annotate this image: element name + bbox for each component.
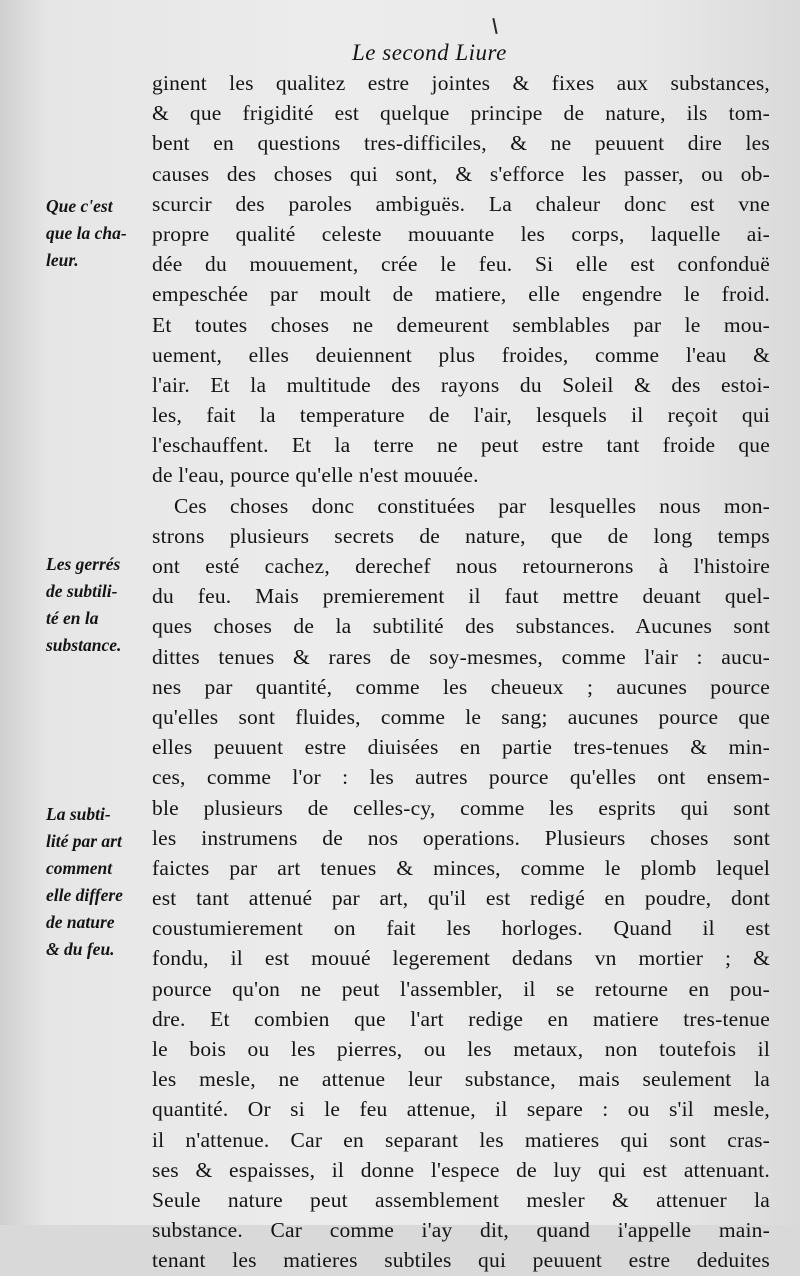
text-line: tenant les matieres subtiles qui peuuent estre deduites <box>152 1248 770 1273</box>
text-line: & que frigidité est quelque principe de nature, ils tom- <box>152 101 770 126</box>
text-line: est tant attenué par art, qu'il est redigé en poudre, dont <box>152 886 770 911</box>
text-line: Et toutes choses ne demeurent semblables par le mou- <box>152 312 770 337</box>
text-line: causes des choses qui sont, & s'efforce les passer, ou ob- <box>152 161 770 186</box>
margin-note-line: lité par art <box>46 831 122 851</box>
text-line: uement, elles deuiennent plus froides, comme l'eau & <box>152 342 770 367</box>
text-line: ble plusieurs de celles-cy, comme les esprits qui sont <box>152 795 770 820</box>
margin-note-line: que la cha- <box>46 223 127 243</box>
text-line: fondu, il est mouué legerement dedans vn mortier ; & <box>152 946 770 971</box>
margin-note-subtilite-par-art <box>46 801 154 963</box>
text-line: les mesle, ne attenue leur substance, mais seulement la <box>152 1067 770 1092</box>
text-line: les instrumens de nos operations. Plusieurs choses sont <box>152 825 770 850</box>
text-line: bent en questions tres-difficiles, & ne peuuent dire les <box>152 131 770 156</box>
text-line: il n'attenue. Car en separant les matieres qui sont cras- <box>152 1127 770 1152</box>
text-line: scurcir des paroles ambiguës. La chaleur donc est vne <box>152 191 770 216</box>
text-line: ques choses de la subtilité des substances. Aucunes sont <box>152 614 770 639</box>
margin-note-line: elle differe <box>46 885 123 905</box>
text-line: ont esté cachez, derechef nous retournerons à l'histoire <box>152 554 770 578</box>
text-line: dittes tenues & rares de soy-mesmes, comme l'air : aucu- <box>152 644 770 669</box>
text-line: propre qualité celeste mouuante les corps, laquelle ai- <box>152 221 770 246</box>
margin-note-line: comment <box>46 858 113 878</box>
margin-note-subtilite <box>46 551 154 659</box>
text-line: l'air. Et la multitude des rayons du Soleil & des estoi- <box>152 372 770 397</box>
text-line: pource qu'on ne peut l'assembler, il se retourne en pou- <box>152 976 770 1001</box>
text-line: le bois ou les pierres, ou les metaux, non toutefois il <box>152 1037 770 1061</box>
text-line: elles peuuent estre diuisées en partie tres-tenues & min- <box>152 735 770 760</box>
ink-mark <box>492 18 497 34</box>
text-line: les, fait la temperature de l'air, lesquels il reçoit qui <box>152 403 770 428</box>
margin-note-line: té en la <box>46 608 99 628</box>
text-line: quantité. Or si le feu attenue, il separe : ou s'il mesle, <box>152 1097 770 1122</box>
text-line: ces, comme l'or : les autres pource qu'elles ont ensem- <box>152 765 770 790</box>
margin-note-line: Les gerrés <box>46 554 121 574</box>
text-line: strons plusieurs secrets de nature, que de long temps <box>152 523 770 548</box>
margin-note-line: de subtili- <box>46 581 118 601</box>
margin-note-chaleur <box>46 193 154 274</box>
text-line: empeschée par moult de matiere, elle engendre le froid. <box>152 282 770 307</box>
text-line: ginent les qualitez estre jointes & fixes aux substances, <box>152 71 770 95</box>
text-line: Ces choses donc constituées par lesquelles nous mon- <box>174 493 770 518</box>
text-line: nes par quantité, comme les cheueux ; aucunes pource <box>152 674 770 699</box>
text-line: l'eschauffent. Et la terre ne peut estre tant froide que <box>152 433 770 458</box>
running-head: Le second Liure <box>352 40 507 65</box>
margin-note-line: La subti- <box>46 804 111 824</box>
text-line: de l'eau, pource qu'elle n'est mouuée. <box>152 463 479 488</box>
text-line: ses & espaisses, il donne l'espece de luy qui est attenuant. <box>152 1157 770 1182</box>
body-text <box>152 68 770 1276</box>
text-line: substance. Car comme i'ay dit, quand i'appelle main- <box>152 1218 770 1243</box>
text-line: dée du mouuement, crée le feu. Si elle est confonduë <box>152 252 770 277</box>
margin-note-line: leur. <box>46 250 79 270</box>
margin-note-line: de nature <box>46 912 115 932</box>
margin-note-line: Que c'est <box>46 196 113 216</box>
text-line: du feu. Mais premierement il faut mettre deuant quel- <box>152 584 770 609</box>
text-line: Seule nature peut assemblement mesler & attenuer la <box>152 1187 770 1212</box>
text-line: coustumierement on fait les horloges. Quand il est <box>152 916 770 941</box>
margin-note-line: & du feu. <box>46 939 115 959</box>
text-line: faictes par art tenues & minces, comme le plomb lequel <box>152 855 770 880</box>
margin-note-line: substance. <box>46 635 122 655</box>
text-line: dre. Et combien que l'art redige en matiere tres-tenue <box>152 1006 770 1031</box>
text-line: qu'elles sont fluides, comme le sang; aucunes pource que <box>152 704 770 729</box>
